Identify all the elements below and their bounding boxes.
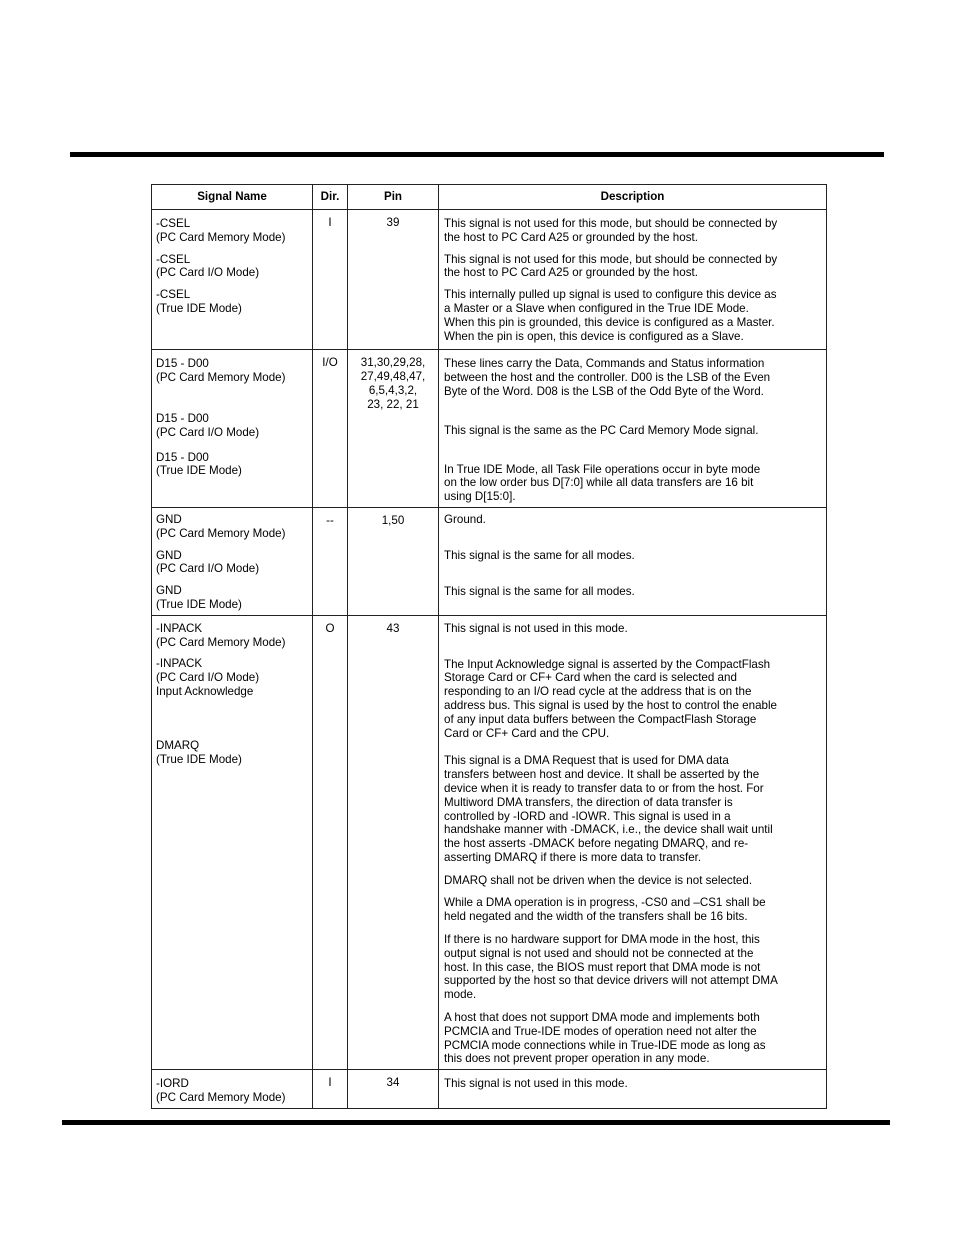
description-line: asserting DMARQ if there is more data to transfer. (444, 850, 702, 864)
signal-name-line: (True IDE Mode) (156, 752, 242, 766)
pin-value-line: 23, 22, 21 (367, 397, 419, 411)
signal-name-block (156, 622, 308, 650)
description-line: Ground. (444, 512, 486, 526)
signal-name-cell (152, 615, 313, 1070)
signal-name-block (156, 1077, 308, 1105)
description-line: responding to an I/O read cycle at the address that is on the (444, 685, 752, 699)
signal-name-cell (152, 1070, 313, 1109)
description-line: transfers between host and device. It shall be asserted by the (444, 768, 760, 782)
description-paragraph (444, 1011, 822, 1066)
pin-value-line: 6,5,4,3,2, (368, 383, 418, 397)
description-line: A host that does not support DMA mode and implements both (444, 1011, 760, 1025)
table-header-row (152, 185, 827, 210)
table-body (152, 210, 827, 1109)
description-line: the host to PC Card A25 or grounded by the host. (444, 266, 698, 280)
signal-name-block (156, 739, 308, 767)
description-line: between the host and the controller. D00 is the LSB of the Even (444, 371, 771, 385)
signal-name-line: (PC Card I/O Mode) (156, 266, 260, 280)
pin-cell (348, 507, 439, 615)
signal-name-line: (PC Card I/O Mode) (156, 425, 260, 439)
signal-name-cell (152, 210, 313, 350)
signal-name-cell (152, 507, 313, 615)
direction-cell (313, 615, 348, 1070)
description-cell (439, 1070, 827, 1109)
description-line: This signal is the same for all modes. (444, 548, 635, 562)
signal-name-line: GND (156, 512, 182, 526)
description-paragraph (444, 658, 822, 741)
signal-name-block (156, 657, 308, 698)
signal-name-line: -INPACK (156, 621, 203, 635)
signal-name-line: -CSEL (156, 217, 191, 230)
direction-cell (313, 210, 348, 350)
signal-name-block (156, 217, 308, 245)
description-paragraph (444, 549, 822, 563)
description-line: This signal is not used for this mode, but should be connected by (444, 217, 778, 230)
direction-cell (313, 507, 348, 615)
description-line: PCMCIA and True-IDE modes of operation need not alter the (444, 1024, 757, 1038)
pin-cell (348, 1070, 439, 1109)
signal-name-line: (PC Card Memory Mode) (156, 526, 286, 540)
description-line: Byte of the Word. D08 is the LSB of the Odd Byte of the Word. (444, 384, 764, 398)
header-description: Description (439, 185, 827, 210)
direction-cell (313, 1070, 348, 1109)
header-rule (70, 152, 884, 157)
signal-name-block (156, 451, 308, 479)
header-pin: Pin (348, 185, 439, 210)
description-paragraph (444, 874, 822, 888)
signal-name-block (156, 288, 308, 316)
description-line: This signal is the same as the PC Card Memory Mode signal. (444, 423, 759, 437)
description-cell (439, 210, 827, 350)
description-line: This signal is not used in this mode. (444, 1077, 628, 1091)
description-line: the host to PC Card A25 or grounded by the host. (444, 230, 698, 244)
description-line: In True IDE Mode, all Task File operations occur in byte mode (444, 462, 761, 476)
direction-value: -- (326, 513, 334, 527)
signal-name-block (156, 412, 308, 440)
signal-name-line: (PC Card Memory Mode) (156, 230, 286, 244)
footer-rule (62, 1120, 890, 1125)
signal-name-line: (True IDE Mode) (156, 464, 242, 478)
signal-name-block (156, 549, 308, 577)
description-line: on the low order bus D[7:0] while all data transfers are 16 bit (444, 476, 754, 490)
signal-name-cell (152, 350, 313, 508)
pin-value-line: 43 (386, 621, 400, 635)
pin-value-line: 34 (386, 1076, 400, 1090)
description-line: When this pin is grounded, this device is configured as a Master. (444, 315, 775, 329)
signal-name-line: D15 - D00 (156, 411, 209, 425)
direction-cell (313, 350, 348, 508)
signal-name-line: (True IDE Mode) (156, 597, 242, 611)
description-line: this does not prevent proper operation in any mode. (444, 1052, 710, 1066)
signal-name-line: -CSEL (156, 288, 191, 302)
description-line: the host asserts -DMACK before negating DMARQ, and re- (444, 837, 749, 851)
description-line: This signal is not used in this mode. (444, 621, 628, 635)
description-paragraph (444, 357, 822, 398)
description-line: These lines carry the Data, Commands and Status information (444, 357, 765, 371)
signal-name-line: (PC Card Memory Mode) (156, 1091, 286, 1105)
description-paragraph (444, 217, 822, 245)
signal-name-line: D15 - D00 (156, 450, 209, 464)
pin-value-line: 31,30,29,28, (360, 356, 426, 370)
signal-name-block (156, 513, 308, 541)
table-row (152, 615, 827, 1070)
signal-name-line: (PC Card I/O Mode) (156, 562, 260, 576)
description-paragraph (444, 933, 822, 1002)
signal-name-line: (PC Card I/O Mode) (156, 671, 260, 685)
description-line: Multiword DMA transfers, the direction of data transfer is (444, 795, 733, 809)
description-line: using D[15:0]. (444, 490, 516, 504)
description-line: output signal is not used and should not be connected at the (444, 946, 754, 960)
description-paragraph (444, 463, 822, 504)
description-line: mode. (444, 988, 477, 1002)
direction-value: I (328, 216, 332, 229)
pin-value-line: 1,50 (381, 513, 405, 527)
direction-value: O (325, 621, 335, 635)
description-cell (439, 507, 827, 615)
description-paragraph (444, 253, 822, 281)
description-cell (439, 615, 827, 1070)
signal-name-line: GND (156, 548, 182, 562)
description-line: This signal is not used for this mode, but should be connected by (444, 252, 778, 266)
description-line: of any input data buffers between the CompactFlash Storage (444, 712, 757, 726)
signal-name-block (156, 584, 308, 612)
description-line: controlled by -IORD and -IOWR. This signal is used in a (444, 809, 731, 823)
description-cell (439, 350, 827, 508)
description-paragraph (444, 585, 822, 599)
description-line: a Master or a Slave when configured in the True IDE Mode. (444, 301, 749, 315)
description-line: host. In this case, the BIOS must report that DMA mode is not (444, 960, 761, 974)
pin-cell (348, 210, 439, 350)
description-paragraph (444, 288, 822, 343)
description-line: held negated and the width of the transfers shall be 16 bits. (444, 910, 748, 924)
signal-name-line: -CSEL (156, 252, 191, 266)
signal-name-block (156, 253, 308, 281)
signal-name-line: DMARQ (156, 738, 200, 752)
pin-cell (348, 350, 439, 508)
description-line: DMARQ shall not be driven when the device is not selected. (444, 873, 753, 887)
description-paragraph (444, 1077, 822, 1091)
description-line: supported by the host so that device drivers will not attempt DMA (444, 974, 778, 988)
pin-value-line: 27,49,48,47, (360, 370, 426, 384)
description-line: Card or CF+ Card and the CPU. (444, 726, 610, 740)
signal-name-line: (PC Card Memory Mode) (156, 635, 286, 649)
signal-name-line: D15 - D00 (156, 357, 209, 371)
description-line: PCMCIA mode connections while in True-IDE mode as long as (444, 1038, 766, 1052)
table-row (152, 210, 827, 350)
description-line: This signal is the same for all modes. (444, 584, 635, 598)
header-signal-name: Signal Name (152, 185, 313, 210)
description-line: address bus. This signal is used by the host to control the enable (444, 698, 777, 712)
description-line: Storage Card or CF+ Card when the card is selected and (444, 671, 737, 685)
description-paragraph (444, 754, 822, 864)
description-paragraph (444, 896, 822, 924)
signal-name-line: -IORD (156, 1077, 189, 1091)
pin-value-line: 39 (386, 216, 400, 229)
signal-name-line: GND (156, 584, 182, 598)
signal-name-line: -INPACK (156, 657, 203, 671)
description-line: When the pin is open, this device is configured as a Slave. (444, 329, 744, 343)
direction-value: I (328, 1076, 332, 1090)
table-row (152, 350, 827, 508)
signal-table (151, 184, 827, 1109)
description-paragraph (444, 513, 822, 527)
header-dir: Dir. (313, 185, 348, 210)
signal-name-line: Input Acknowledge (156, 684, 254, 698)
description-line: While a DMA operation is in progress, -CS0 and –CS1 shall be (444, 896, 766, 910)
description-line: handshake manner with -DMACK, i.e., the device shall wait until (444, 823, 773, 837)
signal-name-line: (PC Card Memory Mode) (156, 371, 286, 385)
description-line: This signal is a DMA Request that is used for DMA data (444, 754, 729, 768)
table-row (152, 1070, 827, 1109)
description-line: This internally pulled up signal is used to configure this device as (444, 288, 777, 302)
table-row (152, 507, 827, 615)
direction-value: I/O (322, 356, 338, 370)
signal-name-block (156, 357, 308, 385)
description-line: device when it is ready to transfer data to or from the host. For (444, 781, 764, 795)
description-paragraph (444, 424, 822, 438)
description-line: The Input Acknowledge signal is asserted by the CompactFlash (444, 657, 771, 671)
pin-cell (348, 615, 439, 1070)
signal-name-line: (True IDE Mode) (156, 301, 242, 315)
description-paragraph (444, 622, 822, 636)
description-line: If there is no hardware support for DMA mode in the host, this (444, 933, 760, 947)
